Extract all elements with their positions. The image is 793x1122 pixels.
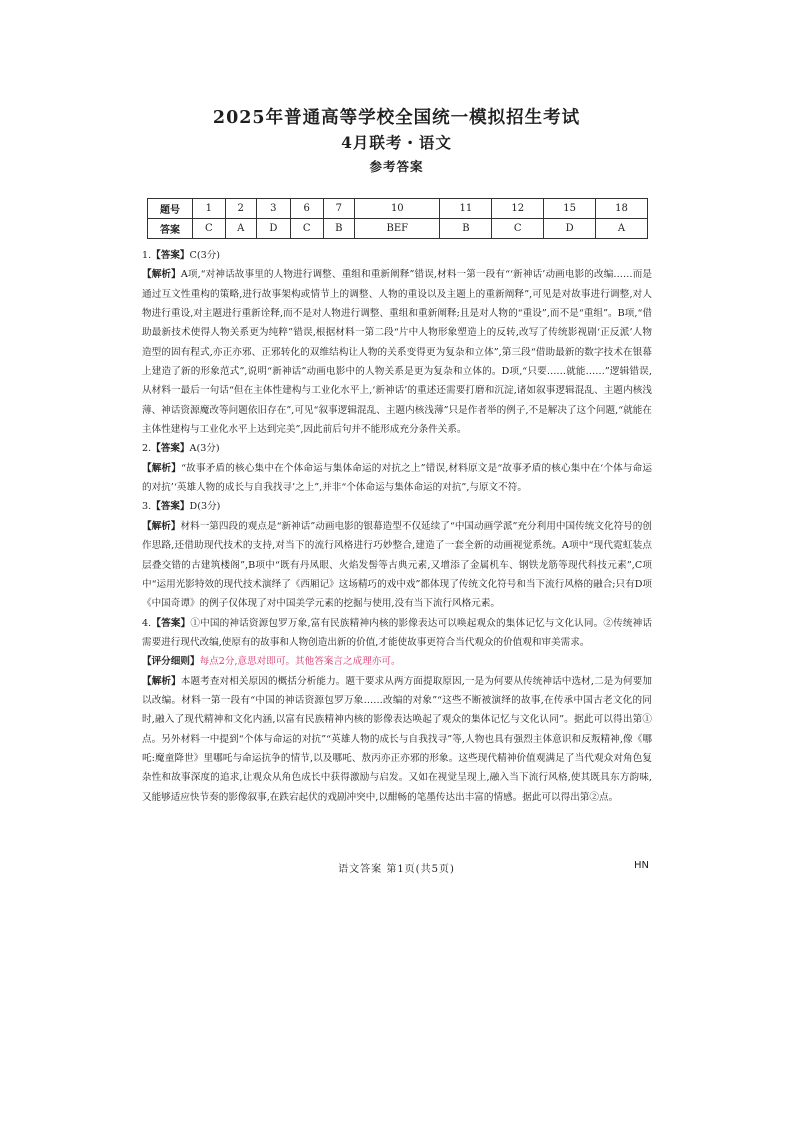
q2-answer bbox=[142, 439, 652, 458]
page-title: 2025年普通高等学校全国统一模拟招生考试 bbox=[212, 108, 581, 128]
question-number: 11 bbox=[440, 199, 492, 219]
answer-text: ①中国的神话资源包罗万象,富有民族精神内核的影像表达可以唤起观众的集体记忆与文化认同。②传统神话需要进行现代改编,使原有的故事和人物创造出新的价值,才能使故事更符合当代观众的价值观和审美需求。 bbox=[142, 617, 652, 648]
region-code: HN bbox=[634, 860, 649, 871]
question-number: 18 bbox=[596, 199, 648, 219]
analysis-tag: 【解析】 bbox=[142, 675, 181, 687]
analysis-text: “故事矛盾的核心集中在个体命运与集体命运的对抗之上”错误,材料原文是“故事矛盾的核心集中在‘个体与命运的对抗’‘英雄人物的成长与自我找寻’之上”,并非“个体命运与集体命运的对抗”,与原文不符。 bbox=[142, 462, 653, 494]
analysis-text: A项,“对神话故事里的人物进行调整、重组和重新阐释”错误,材料一第一段有“‘新神话’动画电影的改编……而是通过互文性重构的策略,进行故事架构或情节上的调整、人物的重设以及主题上的重新阐释”,可见是对故事进行调整,对人物进行重设,对主题进行重新诠释,而不是对人物进行调整、重组和重新阐释;且是对人物的“重设”,而不是“重组”。B项,“借助最新技术使得人物关系更为纯粹”错误,根据材料一第二段“片中人物形象塑造上的反转,改写了传统影视剧‘正反派’人物造型的固有程式,亦正亦邪、正邪转化的双维结构让人物的关系变得更为复杂和立体”,第三段“借助最新的数字技术在银幕上建造了新的形象范式”,说明“新神话”动画电影中的人物关系是更为复杂和立体的。D项,“只要……就能……”逻辑错误,从材料一最后一句话“但在主体性建构与工业化水平上,‘新神话’的重述还需要打磨和沉淀,诸如叙事逻辑混乱、主题内核浅薄、神话资源魔改等问题依旧存在”,可见“叙事逻辑混乱、主题内核浅薄”只是作者举的例子,不是解决了这个问题,“就能在主体性建构与工业化水平上达到完美”,因此前后句并不能形成充分条件关系。 bbox=[142, 269, 653, 436]
answer-cell: C bbox=[290, 219, 323, 239]
analysis-text: 本题考查对相关原因的概括分析能力。题干要求从两方面提取原因,一是为何要从传统神话中选材,二是为何要加以改编。材料一第一段有“中国的神话资源包罗万象……改编的对象”“这些不断被演绎的故事,在传承中国古老文化的同时,融入了现代精神和文化内涵,以富有民族精神内核的影像表达唤起了观众的集体记忆与文化认同”。据此可以得出第①点。另外材料一中提到“个体与命运的对抗”“英雄人物的成长与自我找寻”等,人物也具有强烈主体意识和反叛精神,像《哪吒:魔童降世》里哪吒与命运抗争的情节,以及哪吒、敖丙亦正亦邪的形象。这些现代精神价值观满足了当代观众对角色复杂性和故事深度的追求,让观众从角色成长中获得激励与启发。又如在视觉呈现上,融入当下流行风格,使其既具东方韵味,又能够适应快节奏的影像叙事,在跌宕起伏的戏剧冲突中,以酣畅的笔墨传达出丰富的情感。据此可以得出第②点。 bbox=[142, 675, 653, 803]
answer-cell: C bbox=[492, 219, 544, 239]
scoring-text: 每点2分,意思对即可。其他答案言之成理亦可。 bbox=[199, 656, 401, 668]
q1-answer bbox=[142, 246, 652, 265]
question-number: 7 bbox=[323, 199, 355, 219]
answer-text: A(3分) bbox=[189, 443, 220, 455]
answer-tag: 【答案】 bbox=[151, 443, 190, 455]
question-number-label: 2. bbox=[142, 443, 152, 455]
answer-cell: A bbox=[596, 219, 648, 239]
answer-cell: BEF bbox=[355, 219, 440, 239]
scoring-tag: 【评分细则】 bbox=[142, 656, 200, 668]
question-number-row bbox=[148, 199, 648, 219]
answer-content bbox=[142, 246, 652, 807]
q3-analysis bbox=[142, 517, 652, 614]
question-number: 12 bbox=[492, 199, 544, 219]
question-number: 10 bbox=[355, 199, 440, 219]
page-footer: 语文答案 第1页(共5页) bbox=[338, 864, 455, 875]
question-number-label: 1. bbox=[142, 250, 152, 261]
reference-answer-heading: 参考答案 bbox=[369, 159, 424, 174]
answer-table bbox=[147, 198, 648, 239]
answer-cell: A bbox=[225, 219, 256, 239]
row-label-answer: 答案 bbox=[148, 219, 193, 239]
question-number: 1 bbox=[193, 199, 226, 219]
answer-cell: C bbox=[193, 219, 226, 239]
answer-cell: B bbox=[323, 219, 355, 239]
q4-scoring bbox=[142, 652, 652, 671]
question-number: 2 bbox=[225, 199, 256, 219]
q3-answer bbox=[142, 497, 652, 516]
question-number-label: 4. bbox=[142, 617, 152, 629]
analysis-tag: 【解析】 bbox=[142, 462, 182, 474]
analysis-tag: 【解析】 bbox=[142, 269, 181, 281]
answer-row bbox=[148, 219, 648, 239]
answer-tag: 【答案】 bbox=[151, 617, 191, 629]
question-number: 3 bbox=[256, 199, 290, 219]
q4-analysis bbox=[142, 672, 652, 807]
q1-analysis bbox=[142, 265, 652, 439]
question-number-label: 3. bbox=[142, 501, 152, 513]
row-label-question: 题号 bbox=[148, 199, 193, 219]
answer-text: D(3分) bbox=[189, 501, 221, 513]
q4-answer bbox=[142, 614, 652, 653]
question-number: 15 bbox=[544, 199, 596, 219]
analysis-text: 材料一第四段的观点是“新神话”动画电影的银幕造型不仅延续了“中国动画学派”充分利用中国传统文化符号的创作思路,还借助现代技术的支持,对当下的流行风格进行巧妙整合,建造了一套全新的动画视觉系统。A项中“现代霓虹装点层叠交错的古建筑楼阁”,B项中“既有丹凤眼、火焰发髻等古典元素,又增添了金属机车、钢铁龙筋等现代科技元素”,C项中“运用光影特效的现代技术演绎了《西厢记》这场精巧的戏中戏”都体现了传统文化符号和当下流行风格的融合;只有D项《中国奇谭》的例子仅体现了对中国美学元素的挖掘与使用,没有当下流行风格元素。 bbox=[142, 520, 653, 610]
answer-cell: D bbox=[256, 219, 290, 239]
answer-cell: D bbox=[544, 219, 596, 239]
q2-analysis bbox=[142, 459, 652, 498]
answer-cell: B bbox=[440, 219, 492, 239]
page-subtitle: 4月联考・语文 bbox=[341, 133, 452, 152]
answer-tag: 【答案】 bbox=[151, 250, 190, 261]
answer-text: C(3分) bbox=[189, 250, 221, 261]
answer-tag: 【答案】 bbox=[151, 501, 190, 513]
question-number: 6 bbox=[290, 199, 323, 219]
analysis-tag: 【解析】 bbox=[142, 520, 181, 532]
